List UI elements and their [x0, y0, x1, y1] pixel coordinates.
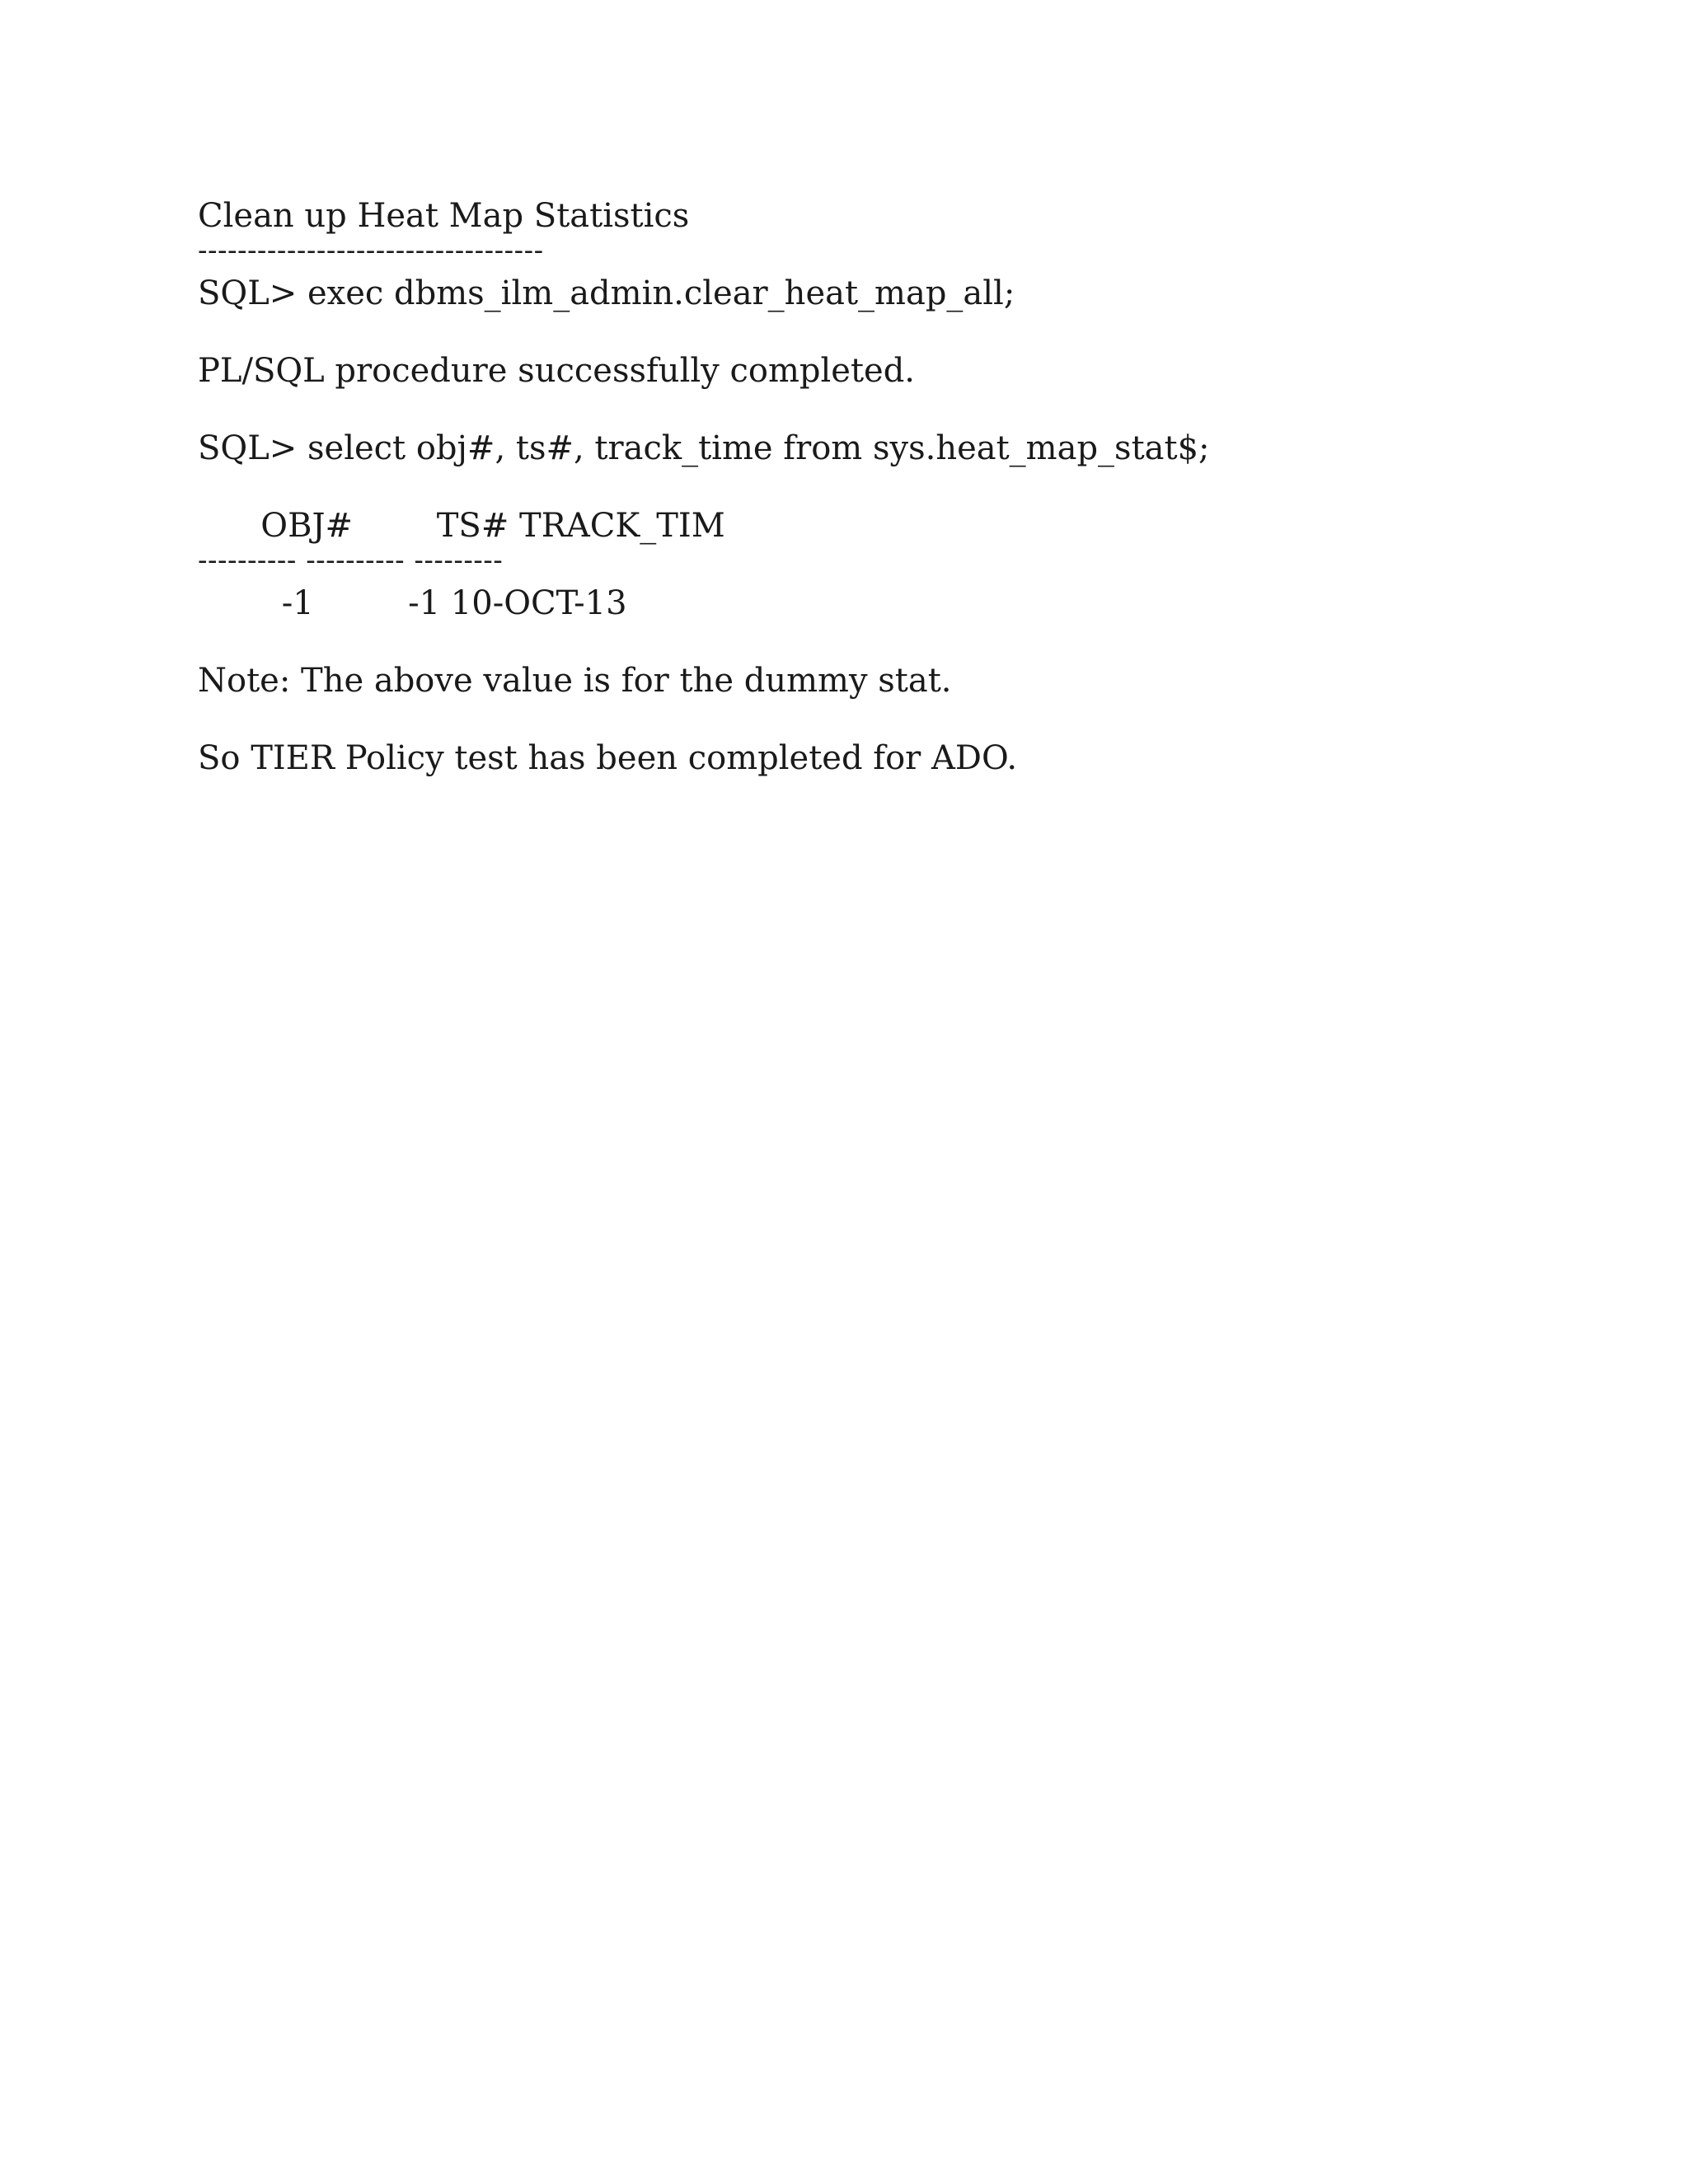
conclusion-text: So TIER Policy test has been completed for ADO.: [198, 739, 1018, 777]
sql-command-select-stats: SQL> select obj#, ts#, track_time from sys.heat_map_stat$;: [198, 429, 1210, 467]
document-title: Clean up Heat Map Statistics: [198, 197, 690, 235]
note-text: Note: The above value is for the dummy stat.: [198, 662, 952, 700]
query-output-header: OBJ# TS# TRACK_TIM: [198, 507, 725, 545]
title-underline: -----------------------------------: [198, 234, 544, 267]
query-output-separator: ---------- ---------- ---------: [198, 544, 504, 577]
procedure-result-message: PL/SQL procedure successfully completed.: [198, 352, 916, 390]
sql-command-clear-heat-map: SQL> exec dbms_ilm_admin.clear_heat_map_all;: [198, 274, 1015, 312]
query-output-row: -1 -1 10-OCT-13: [198, 584, 627, 622]
